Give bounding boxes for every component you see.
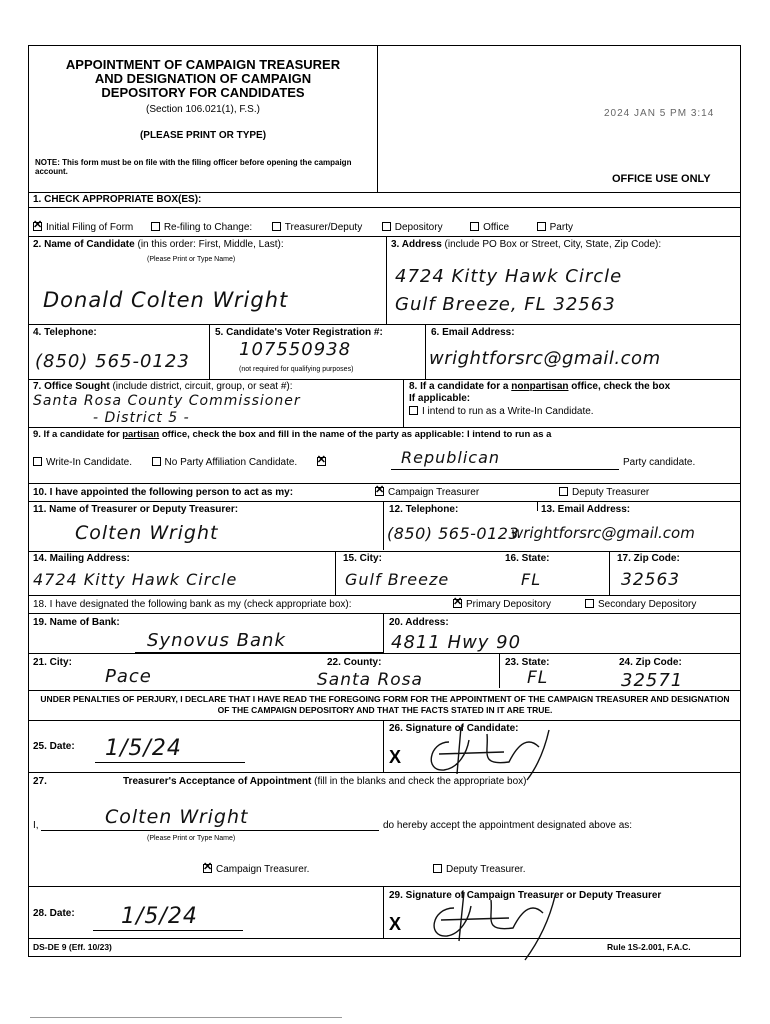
npa-checkbox[interactable] [152,457,161,466]
secondary-depository-checkbox[interactable] [585,599,594,608]
bank-zip-value[interactable]: 32571 [621,670,684,691]
treasurer-telephone-label: 12. Telephone: [389,504,459,515]
candidate-name-label: 2. Name of Candidate [33,239,135,250]
section-1-label: 1. CHECK APPROPRIATE BOX(ES): [33,194,202,205]
campaign-treasurer-label: Campaign Treasurer [388,487,480,498]
bank-city-label: 21. City: [33,657,72,668]
deputy-treasurer-label: Deputy Treasurer [572,487,650,498]
office-sought-hint: (include district, circuit, group, or seat #): [112,381,293,392]
office-use-label: OFFICE USE ONLY [612,173,711,185]
bank-state-label: 23. State: [505,657,550,668]
nonpartisan-label: 8. If a candidate for a [409,381,509,392]
party-name-value[interactable]: Republican [401,448,501,467]
write-in-partisan-label: Write-In Candidate. [46,457,132,468]
option-label: Office [483,222,510,233]
bank-city-value[interactable]: Pace [105,666,152,687]
voter-registration-sub: (not required for qualifying purposes) [239,366,354,373]
accept-campaign-treasurer-label: Campaign Treasurer. [216,864,310,875]
secondary-depository-label: Secondary Depository [598,599,697,610]
form-title-line: AND DESIGNATION OF CAMPAIGN [94,71,312,86]
depository-checkbox[interactable] [382,222,391,231]
treasurer-form [28,45,741,957]
address-line-2[interactable]: Gulf Breeze, FL 32563 [395,294,616,315]
acceptance-name-value[interactable]: Colten Wright [105,806,249,828]
write-in-nonpartisan-label: I intend to run as a Write-In Candidate. [422,406,594,417]
email-label: 6. Email Address: [431,327,515,338]
option-label: Depository [394,222,443,233]
section-1-options [33,222,573,234]
bank-address-label: 20. Address: [389,617,449,628]
email-value[interactable]: wrightforsrc@gmail.com [429,348,661,369]
write-in-partisan-checkbox[interactable] [33,457,42,466]
candidate-name-hint: (in this order: First, Middle, Last): [137,239,284,250]
option-label: Treasurer/Deputy [284,222,363,233]
voter-registration-label: 5. Candidate's Voter Registration #: [215,327,383,338]
treasurer-email-value[interactable]: wrightforsrc@gmail.com [511,524,695,542]
acceptance-i: I, [33,820,39,831]
accept-deputy-treasurer-checkbox[interactable] [433,864,442,873]
option-label: Re-filing to Change: [163,222,253,233]
acceptance-name-sub: (Please Print or Type Name) [147,835,236,842]
treasurer-city-label: 15. City: [343,553,382,564]
bank-name-label: 19. Name of Bank: [33,617,120,628]
page-bottom-rule [30,1017,342,1018]
treasurer-telephone-value[interactable]: (850) 565-0123 [387,524,520,543]
bank-county-value[interactable]: Santa Rosa [317,670,423,690]
bank-name-value[interactable]: Synovus Bank [147,630,286,651]
treasurer-state-value[interactable]: FL [521,570,542,589]
acceptance-hint: (fill in the blanks and check the appropriate box) [314,776,527,787]
initial-filing-checkbox[interactable] [33,222,42,231]
filing-note: NOTE: This form must be on file with the filing officer before opening the campaign account. [35,158,352,176]
form-number: DS-DE 9 (Eff. 10/23) [33,942,112,952]
treasurer-zip-value[interactable]: 32563 [621,570,681,590]
statute-reference: (Section 106.021(1), F.S.) [146,104,260,115]
address-label: 3. Address [391,239,442,250]
campaign-treasurer-checkbox[interactable] [375,487,384,496]
rule-reference: Rule 1S-2.001, F.A.C. [607,942,691,952]
partisan-label-end: office, check the box and fill in the name of the party as applicable: I intend to run as a [161,429,552,440]
treasurer-name-value[interactable]: Colten Wright [75,522,219,544]
partisan-label: 9. If a candidate for [33,429,120,440]
partisan-word: partisan [122,429,160,440]
npa-label: No Party Affiliation Candidate. [164,457,298,468]
party-candidate-suffix: Party candidate. [623,457,696,468]
bank-designation-label: 18. I have designated the following bank as my (check appropriate box): [33,599,352,610]
treasurer-email-label: 13. Email Address: [541,504,631,515]
acceptance-title: Treasurer's Acceptance of Appointment [123,776,312,787]
bank-zip-label: 24. Zip Code: [619,657,682,668]
party-checkbox[interactable] [537,222,546,231]
option-label: Initial Filing of Form [46,222,134,233]
refiling-checkbox[interactable] [151,222,160,231]
treasurer-signature[interactable] [409,886,609,961]
primary-depository-label: Primary Depository [466,599,552,610]
option-label: Party [549,222,573,233]
nonpartisan-word: nonpartisan [511,381,569,392]
primary-depository-checkbox[interactable] [453,599,462,608]
treasurer-zip-label: 17. Zip Code: [617,553,680,564]
treasurer-date-label: 28. Date: [33,908,75,919]
appointed-label: 10. I have appointed the following person to act as my: [33,487,294,498]
bank-state-value[interactable]: FL [527,668,549,688]
mailing-address-value[interactable]: 4724 Kitty Hawk Circle [33,570,238,589]
treasurer-city-value[interactable]: Gulf Breeze [345,570,450,589]
office-sought-line-2[interactable]: - District 5 - [93,410,190,426]
treasurer-name-label: 11. Name of Treasurer or Deputy Treasurer: [33,504,239,515]
write-in-nonpartisan-checkbox[interactable] [409,406,418,415]
treasurer-date-value[interactable]: 1/5/24 [121,904,198,929]
nonpartisan-label-end: office, check the box [571,381,671,392]
address-hint: (include PO Box or Street, City, State, Zip Code): [444,239,662,250]
office-checkbox[interactable] [470,222,479,231]
telephone-value[interactable]: (850) 565-0123 [35,351,190,372]
mailing-address-label: 14. Mailing Address: [33,553,130,564]
acceptance-statement: do hereby accept the appointment designated above as: [383,820,633,831]
address-line-1[interactable]: 4724 Kitty Hawk Circle [395,266,623,287]
candidate-date-label: 25. Date: [33,741,75,752]
form-title-line: APPOINTMENT OF CAMPAIGN TREASURER [65,57,341,72]
treasurer-state-label: 16. State: [505,553,550,564]
accept-deputy-treasurer-label: Deputy Treasurer. [446,864,526,875]
bank-address-value[interactable]: 4811 Hwy 90 [391,632,522,653]
acceptance-number: 27. [33,776,47,787]
accept-campaign-treasurer-checkbox[interactable] [203,864,212,873]
perjury-statement: UNDER PENALTIES OF PERJURY, I DECLARE THAT I HAVE READ THE FOREGOING FORM FOR THE APPOINTMENT OF THE CAMPAIGN TREASURER AND DESIGNATION OF THE CAMPAIGN DEPOSITORY AND THAT THE FACTS STATED IN IT ARE TRUE. [40,694,730,715]
telephone-label: 4. Telephone: [33,327,97,338]
candidate-date-value[interactable]: 1/5/24 [105,736,182,761]
treasurer-signature-x: X [389,914,402,934]
candidate-signature-label: 26. Signature of Candidate: [389,723,519,734]
candidate-name-value[interactable]: Donald Colten Wright [43,288,289,312]
treasurer-deputy-checkbox[interactable] [272,222,281,231]
treasurer-signature-label: 29. Signature of Campaign Treasurer or Deputy Treasurer [389,890,662,901]
voter-registration-value[interactable]: 107550938 [239,339,352,360]
office-sought-label: 7. Office Sought [33,381,110,392]
office-sought-line-1[interactable]: Santa Rosa County Commissioner [33,393,301,409]
form-header [29,46,378,192]
candidate-signature[interactable] [409,722,599,782]
nonpartisan-sub: If applicable: [409,393,471,404]
print-note: (PLEASE PRINT OR TYPE) [139,130,267,141]
deputy-treasurer-checkbox[interactable] [559,487,568,496]
party-candidate-checkbox[interactable] [317,457,326,466]
candidate-name-sub: (Please Print or Type Name) [147,256,236,263]
form-title-line: DEPOSITORY FOR CANDIDATES [101,85,305,100]
candidate-signature-x: X [389,747,402,767]
received-stamp: 2024 JAN 5 PM 3:14 [604,108,715,119]
bank-county-label: 22. County: [327,657,382,668]
